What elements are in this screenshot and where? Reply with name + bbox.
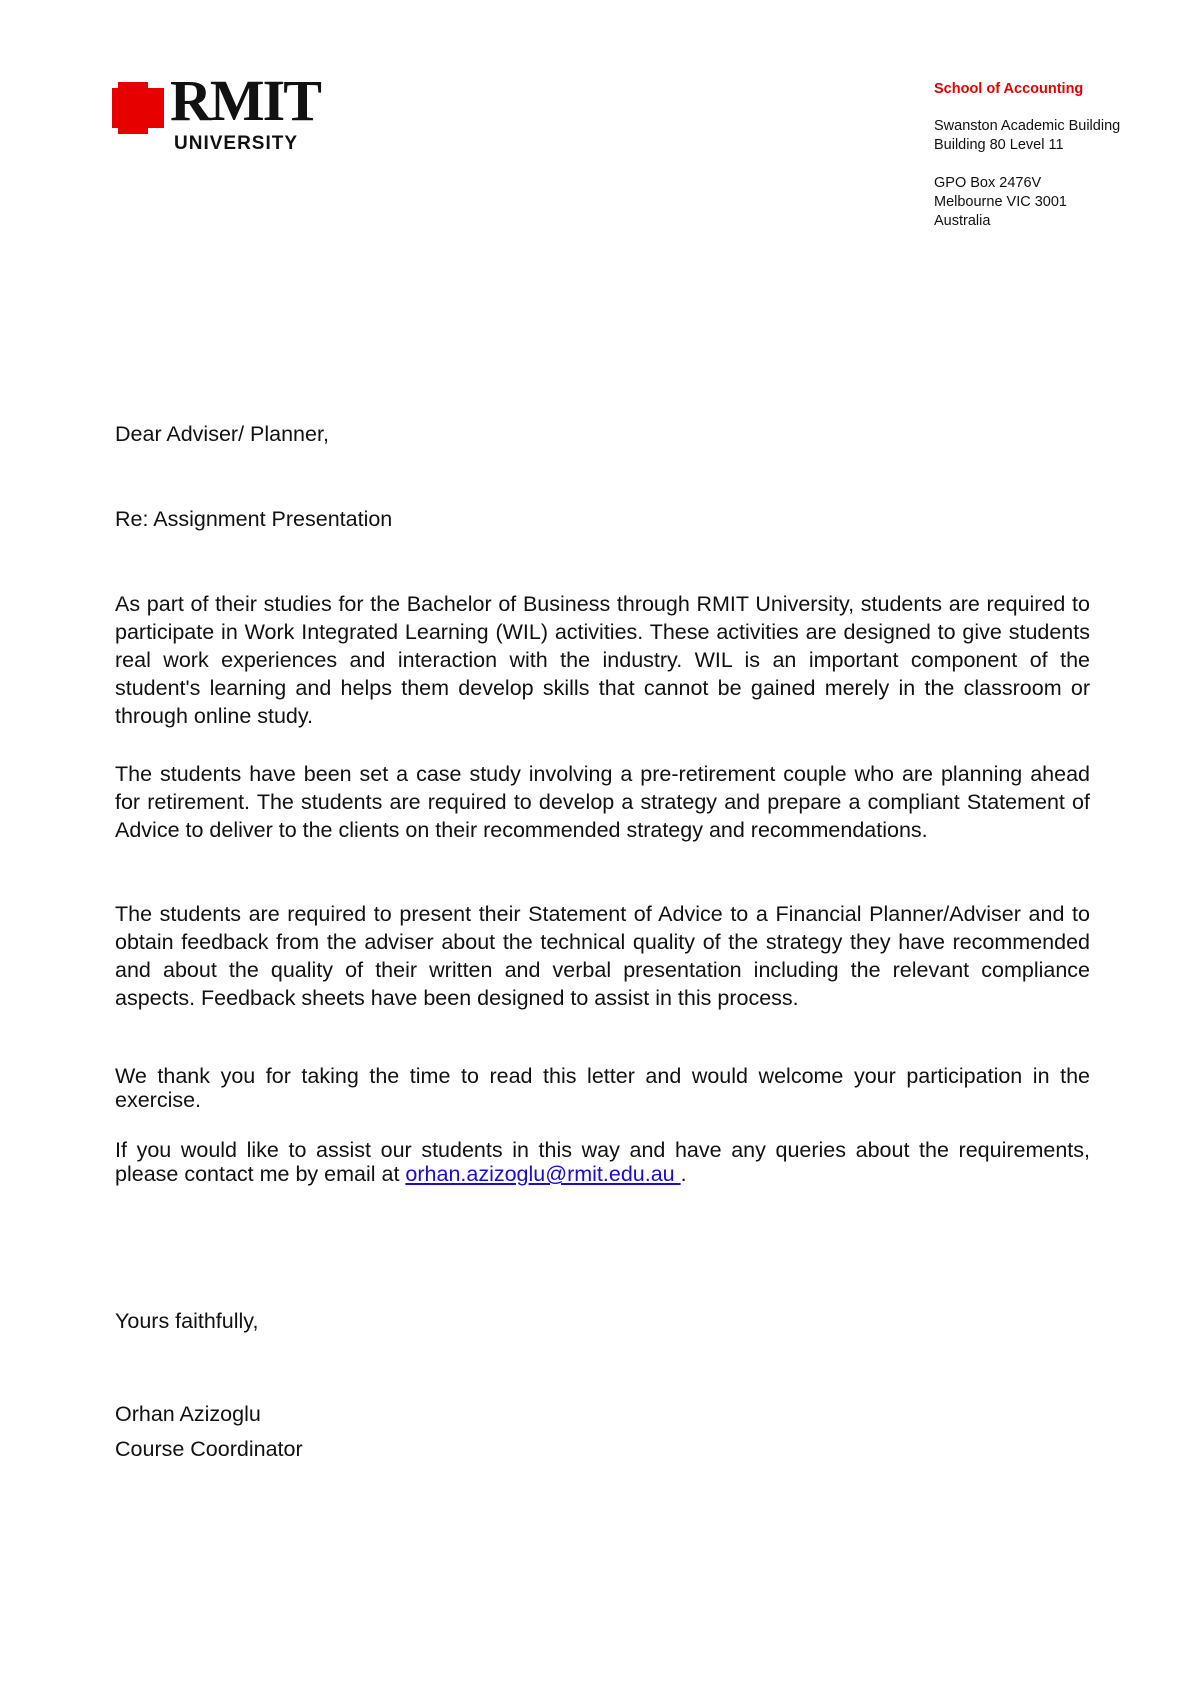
address-line: Swanston Academic Building bbox=[934, 118, 1121, 134]
postal-address bbox=[934, 174, 1174, 231]
paragraph-presentation: The students are required to present their Statement of Advice to a Financial Planner/Adviser and to obtain feedback from the adviser about the technical quality of the strategy they have recommended and about the quality of their written and verbal presentation including the relevant compliance aspects. Feedback sheets have been designed to assist in this process. bbox=[115, 902, 1090, 1010]
closing: Yours faithfully, bbox=[115, 1309, 259, 1333]
address-line: Melbourne VIC 3001 bbox=[934, 194, 1067, 210]
paragraph-thanks: We thank you for taking the time to read this letter and would welcome your participation in the exercise. bbox=[115, 1064, 1090, 1112]
contact-end: . bbox=[680, 1162, 687, 1186]
address-line: Building 80 Level 11 bbox=[934, 137, 1064, 153]
address-line: Australia bbox=[934, 213, 991, 229]
signatory-title: Course Coordinator bbox=[115, 1437, 303, 1461]
paragraph-case-study: The students have been set a case study involving a pre-retirement couple who are planning ahead for retirement. The students are required to develop a strategy and prepare a compliant Statement of Advice to deliver to the clients on their recommended strategy and recommendations. bbox=[115, 762, 1090, 842]
address-line: GPO Box 2476V bbox=[934, 175, 1042, 191]
building-address bbox=[934, 117, 1174, 155]
school-name: School of Accounting bbox=[934, 81, 1084, 97]
subject-line: Re: Assignment Presentation bbox=[115, 507, 393, 531]
rmit-logo bbox=[112, 68, 332, 158]
contact-email-link[interactable]: orhan.azizoglu@rmit.edu.au bbox=[405, 1162, 681, 1186]
salutation: Dear Adviser/ Planner, bbox=[115, 422, 329, 446]
rmit-pixel-logo-icon bbox=[112, 82, 164, 134]
contact-text: If you would like to assist our students in this way and have any queries about the requirements, please contact me by email at bbox=[115, 1138, 1090, 1186]
logo-subtitle: UNIVERSITY bbox=[174, 133, 299, 154]
logo-wordmark: RMIT bbox=[170, 68, 320, 133]
sender-address bbox=[934, 80, 1174, 250]
paragraph-contact bbox=[115, 1138, 1090, 1186]
paragraph-wil: As part of their studies for the Bachelor of Business through RMIT University, students are required to participate in Work Integrated Learning (WIL) activities. These activities are designed to give students real work experiences and interaction with the industry. WIL is an important component of the student's learning and helps them develop skills that cannot be gained merely in the classroom or through online study. bbox=[115, 592, 1090, 728]
signatory-name: Orhan Azizoglu bbox=[115, 1402, 261, 1426]
